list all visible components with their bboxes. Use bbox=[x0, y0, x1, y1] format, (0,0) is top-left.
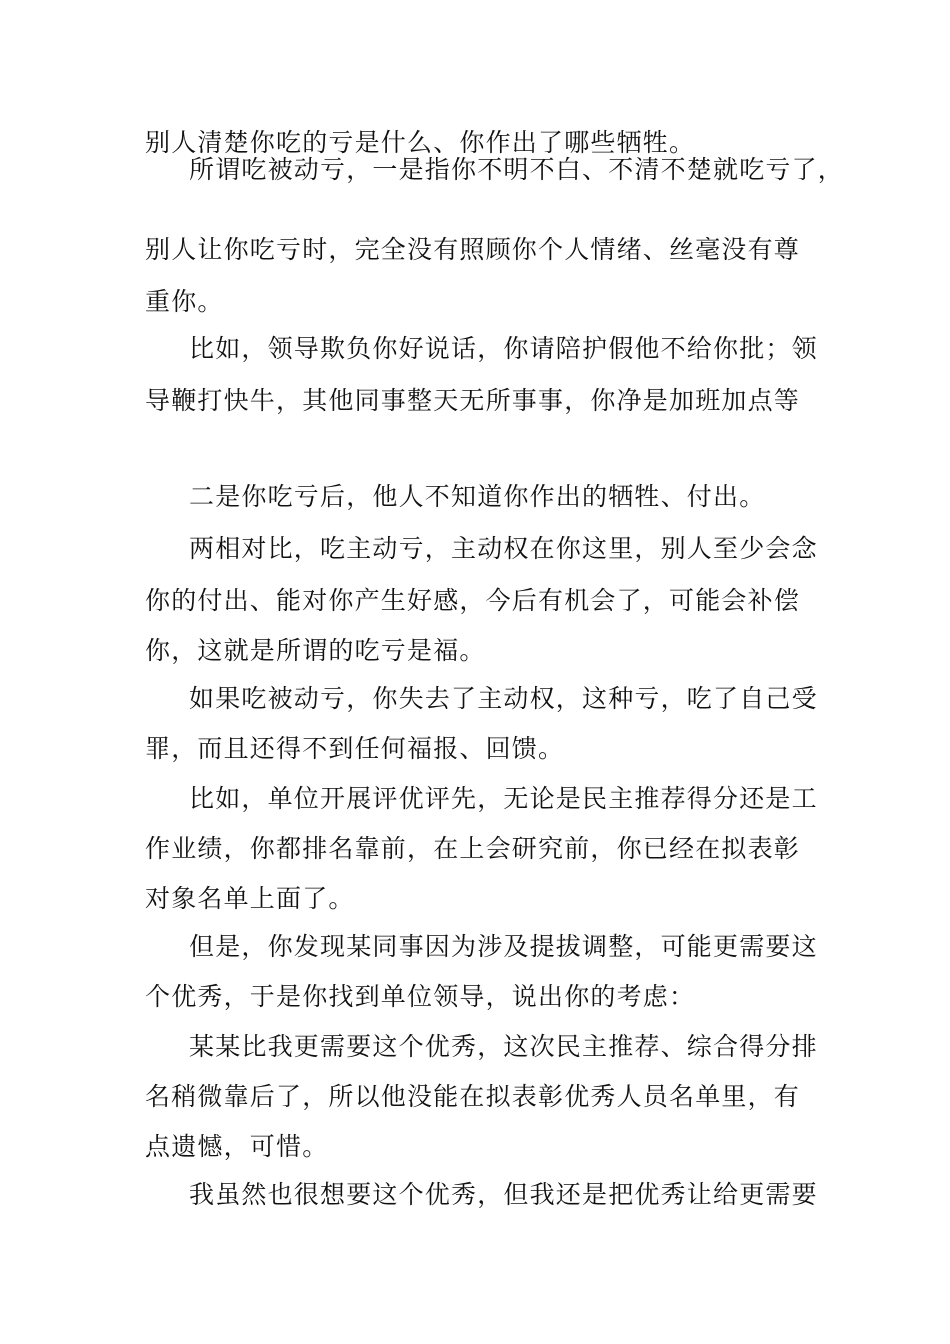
paragraph-line: 二是你吃亏后，他人不知道你作出的牺牲、付出。 bbox=[189, 482, 766, 511]
text-line: 别人清楚你吃的亏是什么、你作出了哪些牺牲。 bbox=[145, 128, 696, 157]
text-line: 你的付出、能对你产生好感，今后有机会了，可能会补偿 bbox=[145, 586, 801, 615]
text-line: 个优秀，于是你找到单位领导，说出你的考虑： bbox=[145, 982, 696, 1011]
paragraph-line: 两相对比，吃主动亏，主动权在你这里，别人至少会念 bbox=[189, 534, 818, 563]
paragraph-line: 我虽然也很想要这个优秀，但我还是把优秀让给更需要 bbox=[189, 1180, 818, 1209]
paragraph-line: 如果吃被动亏，你失去了主动权，这种亏，吃了自己受 bbox=[189, 684, 818, 713]
paragraph-line: 比如，单位开展评优评先，无论是民主推荐得分还是工 bbox=[189, 784, 818, 813]
text-line: 名稍微靠后了，所以他没能在拟表彰优秀人员名单里，有 bbox=[145, 1082, 801, 1111]
paragraph-line: 比如，领导欺负你好说话，你请陪护假他不给你批；领 bbox=[189, 334, 818, 363]
text-line: 作业绩，你都排名靠前，在上会研究前，你已经在拟表彰 bbox=[145, 834, 801, 863]
text-line: 对象名单上面了。 bbox=[145, 884, 355, 913]
text-line: 你，这就是所谓的吃亏是福。 bbox=[145, 636, 486, 665]
text-line: 罪，而且还得不到任何福报、回馈。 bbox=[145, 734, 565, 763]
text-line: 导鞭打快牛，其他同事整天无所事事，你净是加班加点等 bbox=[145, 386, 801, 415]
paragraph-line: 某某比我更需要这个优秀，这次民主推荐、综合得分排 bbox=[189, 1032, 818, 1061]
text-line: 点遗憾，可惜。 bbox=[145, 1132, 329, 1161]
text-line: 别人让你吃亏时，完全没有照顾你个人情绪、丝毫没有尊 bbox=[145, 235, 801, 264]
text-line: 重你。 bbox=[145, 287, 224, 316]
paragraph-line: 但是，你发现某同事因为涉及提拔调整，可能更需要这 bbox=[189, 932, 818, 961]
paragraph-line: 所谓吃被动亏，一是指你不明不白、不清不楚就吃亏了， bbox=[189, 155, 845, 184]
